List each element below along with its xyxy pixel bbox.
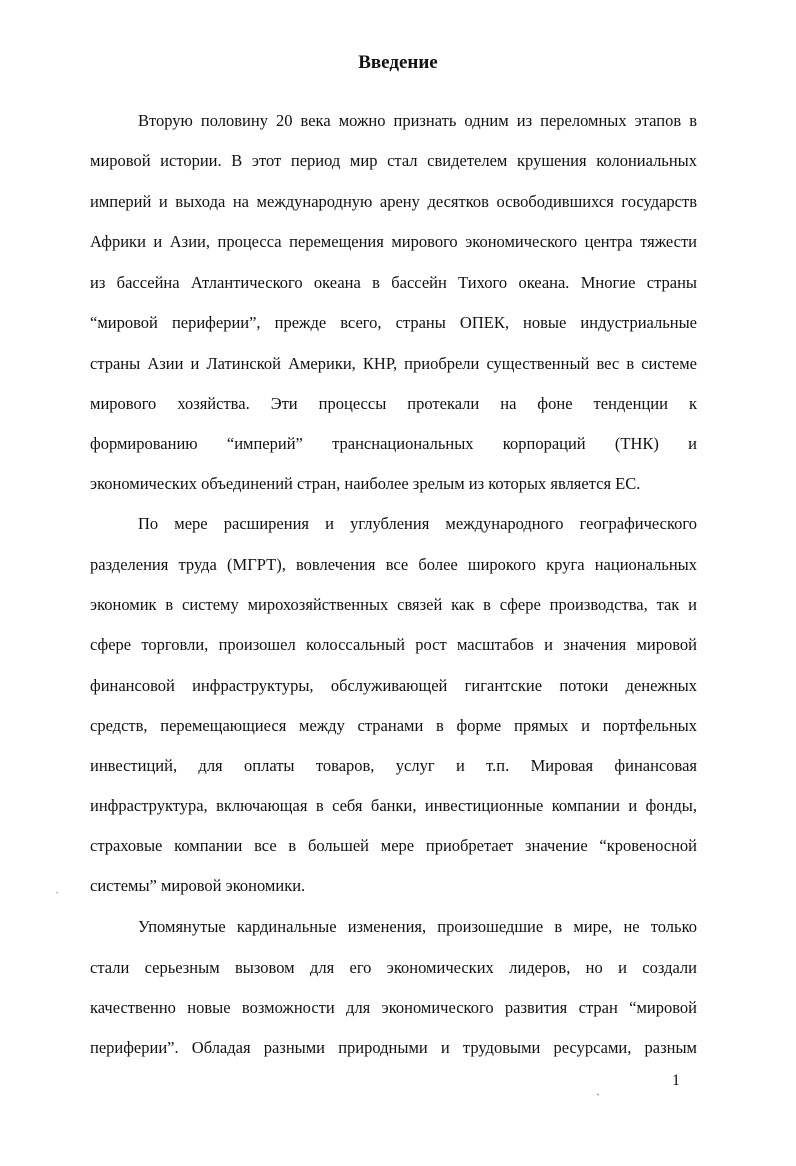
paragraph-2-line-7: инвестиций, для оплаты товаров, услуг и т.п. Мировая финансовая <box>90 756 697 775</box>
page-number: 1 <box>672 1072 680 1089</box>
paragraph-1-line-10: экономических объединений стран, наиболее зрелым из которых является ЕС. <box>90 474 641 493</box>
paragraph-1-line-4: Африки и Азии, процесса перемещения мирового экономического центра тяжести <box>90 232 697 251</box>
paragraph-2-line-10: системы” мировой экономики. <box>90 876 306 895</box>
paragraph-1-line-2: мировой истории. В этот период мир стал свидетелем крушения колониальных <box>90 151 697 170</box>
paragraph-1-line-3: империй и выхода на международную арену десятков освободившихся государств <box>90 192 697 211</box>
scan-speck: ˌ <box>55 880 59 894</box>
paragraph-2-line-2: разделения труда (МГРТ), вовлечения все более широкого круга национальных <box>90 555 697 574</box>
paragraph-1-line-7: страны Азии и Латинской Америки, КНР, приобрели существенный вес в системе <box>90 354 697 373</box>
paragraph-3-line-1: Упомянутые кардинальные изменения, произошедшие в мире, не только <box>138 917 697 936</box>
paragraph-2-line-5: финансовой инфраструктуры, обслуживающей гигантские потоки денежных <box>90 676 697 695</box>
paragraph-3-line-2: стали серьезным вызовом для его экономических лидеров, но и создали <box>90 958 697 977</box>
paragraph-3-line-4: периферии”. Обладая разными природными и трудовыми ресурсами, разным <box>90 1038 697 1057</box>
paragraph-2-line-1: По мере расширения и углубления международного географического <box>138 514 697 533</box>
paragraph-1-line-9: формированию “империй” транснациональных корпораций (ТНК) и <box>90 434 697 453</box>
paragraph-1-line-8: мирового хозяйства. Эти процессы протекали на фоне тенденции к <box>90 394 697 413</box>
paragraph-2-line-8: инфраструктура, включающая в себя банки, инвестиционные компании и фонды, <box>90 796 697 815</box>
paragraph-1-line-1: Вторую половину 20 века можно признать одним из переломных этапов в <box>138 111 697 130</box>
paragraph-2-line-4: сфере торговли, произошел колоссальный рост масштабов и значения мировой <box>90 635 697 654</box>
paragraph-2-line-3: экономик в систему мирохозяйственных связей как в сфере производства, так и <box>90 595 697 614</box>
paragraph-2-line-9: страховые компании все в большей мере приобретает значение “кровеносной <box>90 836 697 855</box>
paragraph-1-line-6: “мировой периферии”, прежде всего, страны ОПЕК, новые индустриальные <box>90 313 697 332</box>
page-title: Введение <box>358 52 438 73</box>
paragraph-3-line-3: качественно новые возможности для экономического развития стран “мировой <box>90 998 697 1017</box>
scan-speck: ˏ <box>596 1082 600 1096</box>
paragraph-1-line-5: из бассейна Атлантического океана в бассейн Тихого океана. Многие страны <box>90 273 697 292</box>
paragraph-2-line-6: средств, перемещающиеся между странами в форме прямых и портфельных <box>90 716 697 735</box>
